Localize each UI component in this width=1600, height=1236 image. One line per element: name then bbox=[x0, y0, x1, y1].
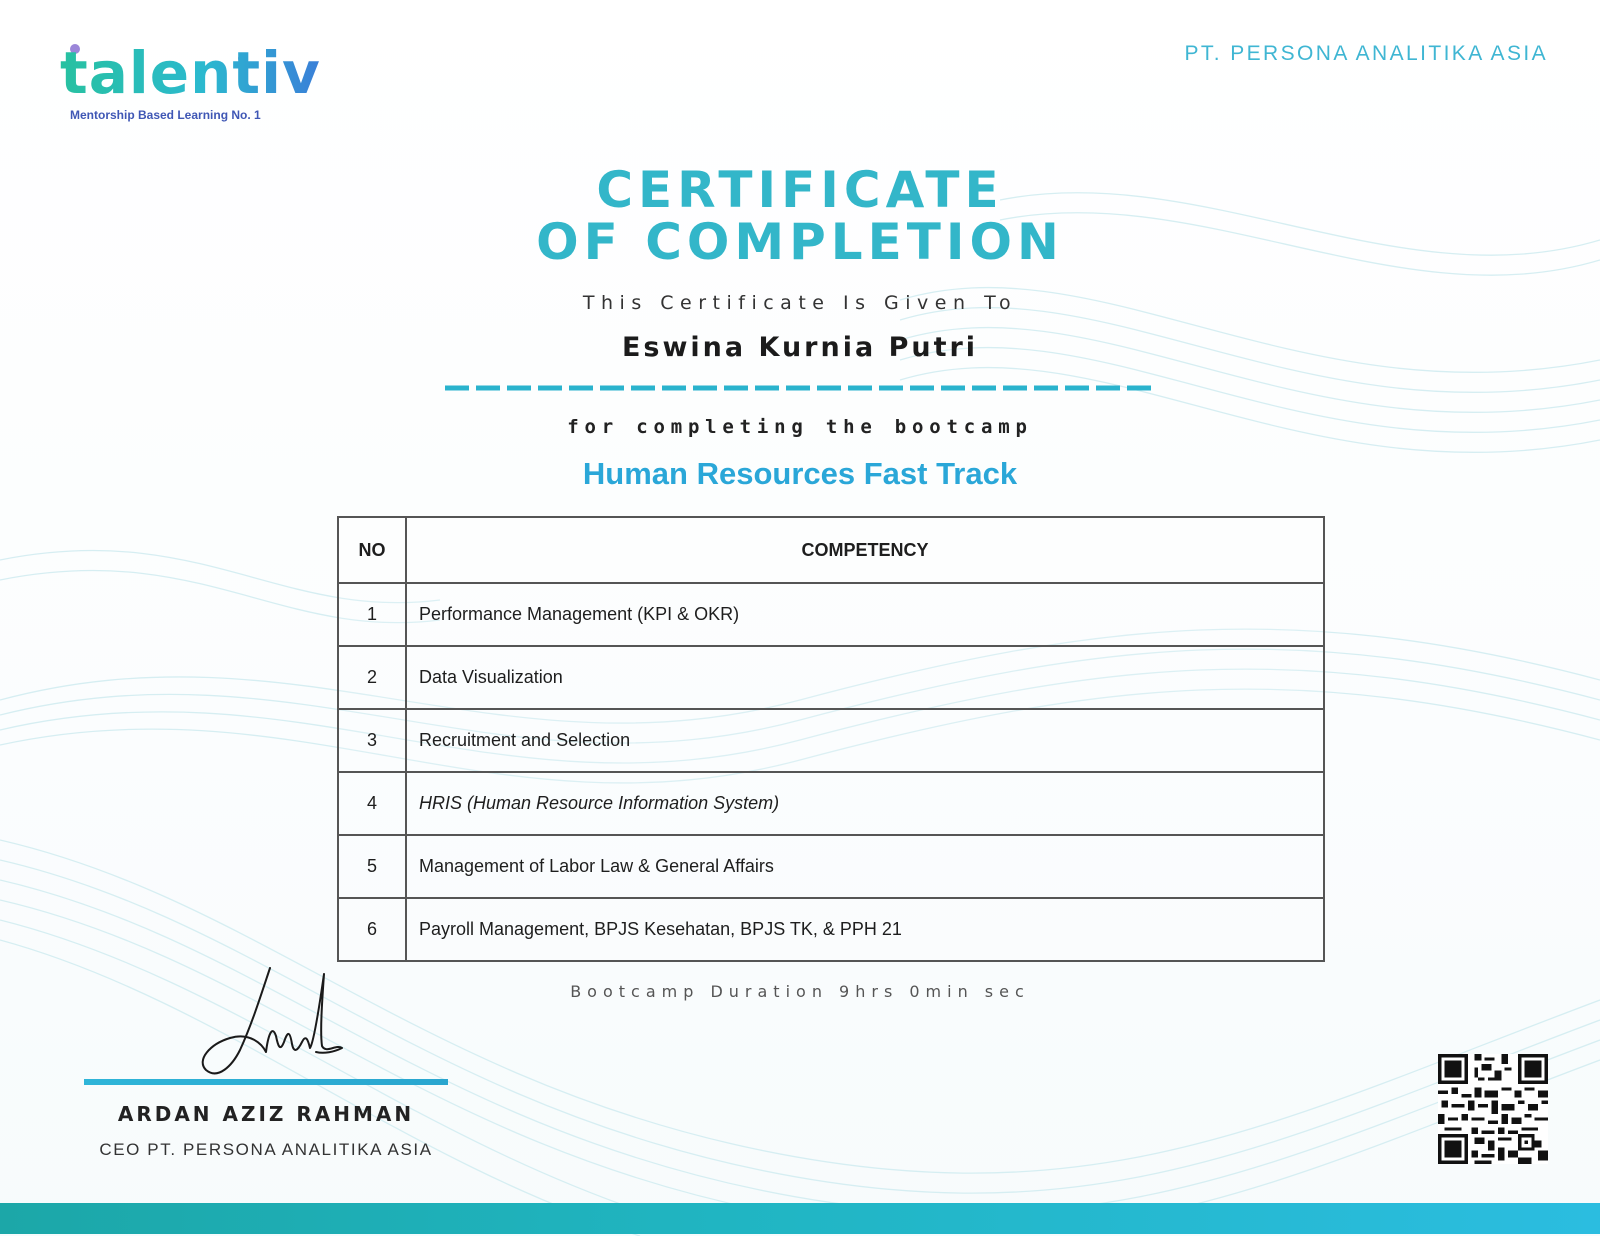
signature-line bbox=[84, 1079, 448, 1085]
talentiv-logo bbox=[60, 39, 321, 132]
table-row bbox=[338, 835, 1324, 898]
signature-icon bbox=[196, 962, 346, 1082]
table-row bbox=[338, 898, 1324, 961]
competency-table bbox=[337, 516, 1325, 962]
certificate-title bbox=[0, 161, 1600, 271]
row-number: 6 bbox=[338, 898, 406, 961]
table-row bbox=[338, 709, 1324, 772]
row-number: 3 bbox=[338, 709, 406, 772]
signer-title: CEO PT. PERSONA ANALITIKA ASIA bbox=[99, 1140, 433, 1159]
recipient-name: Eswina Kurnia Putri bbox=[621, 332, 979, 363]
row-number: 4 bbox=[338, 772, 406, 835]
bottom-accent-bar bbox=[0, 1203, 1600, 1234]
logo-tagline: Mentorship Based Learning No. 1 bbox=[70, 108, 261, 122]
table-header-row bbox=[338, 517, 1324, 583]
table-row bbox=[338, 646, 1324, 709]
qr-code-icon bbox=[1438, 1054, 1548, 1164]
bootcamp-duration: Bootcamp Duration 9hrs 0min sec bbox=[570, 982, 1030, 1001]
row-competency: Management of Labor Law & General Affairs bbox=[406, 835, 1324, 898]
title-line-1: CERTIFICATE bbox=[596, 161, 1004, 219]
title-line-2: OF COMPLETION bbox=[536, 213, 1064, 271]
row-competency: Recruitment and Selection bbox=[406, 709, 1324, 772]
company-header: PT. PERSONA ANALITIKA ASIA bbox=[1184, 42, 1548, 65]
given-to-label: This Certificate Is Given To bbox=[582, 292, 1018, 314]
row-number: 2 bbox=[338, 646, 406, 709]
row-number: 5 bbox=[338, 835, 406, 898]
row-competency: HRIS (Human Resource Information System) bbox=[406, 772, 1324, 835]
for-completing-label: for completing the bootcamp bbox=[567, 416, 1033, 438]
table-row bbox=[338, 583, 1324, 646]
bootcamp-name: Human Resources Fast Track bbox=[582, 456, 1018, 491]
table-row bbox=[338, 772, 1324, 835]
row-number: 1 bbox=[338, 583, 406, 646]
row-competency: Performance Management (KPI & OKR) bbox=[406, 583, 1324, 646]
header-no: NO bbox=[338, 517, 406, 583]
header-competency: COMPETENCY bbox=[406, 517, 1324, 583]
logo-wordmark: talentiv bbox=[60, 39, 321, 107]
row-competency: Payroll Management, BPJS Kesehatan, BPJS TK, & PPH 21 bbox=[406, 898, 1324, 961]
name-underline bbox=[445, 385, 1157, 391]
row-competency: Data Visualization bbox=[406, 646, 1324, 709]
signer-name: ARDAN AZIZ RAHMAN bbox=[117, 1102, 415, 1126]
